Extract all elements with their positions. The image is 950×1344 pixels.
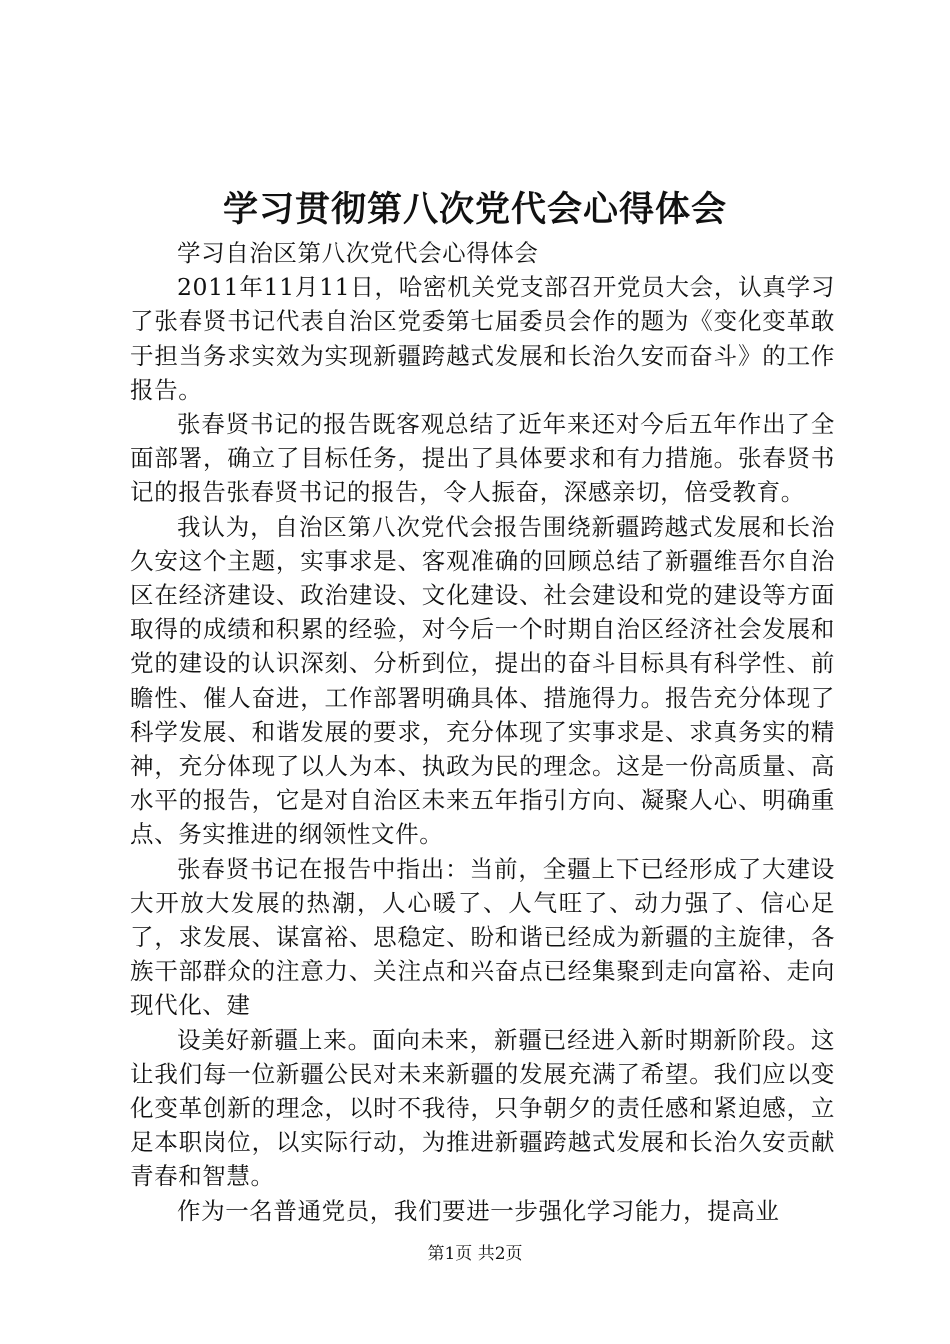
page-number-footer: 第1页 共2页 [427, 1244, 523, 1264]
paragraph: 设美好新疆上来。面向未来，新疆已经进入新时期新阶段。这让我们每一位新疆公民对未来新疆的发展充满了希望。我们应以变化变革创新的理念，以时不我待，只争朝夕的责任感和紧迫感，立足本职岗位，以实际行动，为推进新疆跨越式发展和长治久安贡献青春和智慧。 [130, 1025, 835, 1191]
paragraph: 张春贤书记在报告中指出：当前，全疆上下已经形成了大建设大开放大发展的热潮，人心暖了、人气旺了、动力强了、信心足了，求发展、谋富裕、思稳定、盼和谐已经成为新疆的主旋律，各族干部群众的注意力、关注点和兴奋点已经集聚到走向富裕、走向现代化、建 [130, 854, 835, 1020]
paragraph: 2011年11月11日，哈密机关党支部召开党员大会，认真学习了张春贤书记代表自治区党委第七届委员会作的题为《变化变革敢于担当务求实效为实现新疆跨越式发展和长治久安而奋斗》的工作报告。 [130, 273, 835, 404]
paragraph: 作为一名普通党员，我们要进一步强化学习能力，提高业 [177, 1196, 780, 1225]
document-body [130, 236, 835, 1228]
paragraph-subtitle: 学习自治区第八次党代会心得体会 [177, 239, 539, 267]
document-title: 学习贯彻第八次党代会心得体会 [222, 189, 727, 230]
paragraph: 张春贤书记的报告既客观总结了近年来还对今后五年作出了全面部署，确立了目标任务，提出了具体要求和有力措施。张春贤书记的报告张春贤书记的报告，令人振奋，深感亲切，倍受教育。 [130, 410, 835, 507]
paragraph: 我认为，自治区第八次党代会报告围绕新疆跨越式发展和长治久安这个主题，实事求是、客观准确的回顾总结了新疆维吾尔自治区在经济建设、政治建设、文化建设、社会建设和党的建设等方面取得的成绩和积累的经验，对今后一个时期自治区经济社会发展和党的建设的认识深刻、分析到位，提出的奋斗目标具有科学性、前瞻性、催人奋进，工作部署明确具体、措施得力。报告充分体现了科学发展、和谐发展的要求，充分体现了实事求是、求真务实的精神，充分体现了以人为本、执政为民的理念。这是一份高质量、高水平的报告，它是对自治区未来五年指引方向、凝聚人心、明确重点、务实推进的纲领性文件。 [130, 512, 835, 849]
